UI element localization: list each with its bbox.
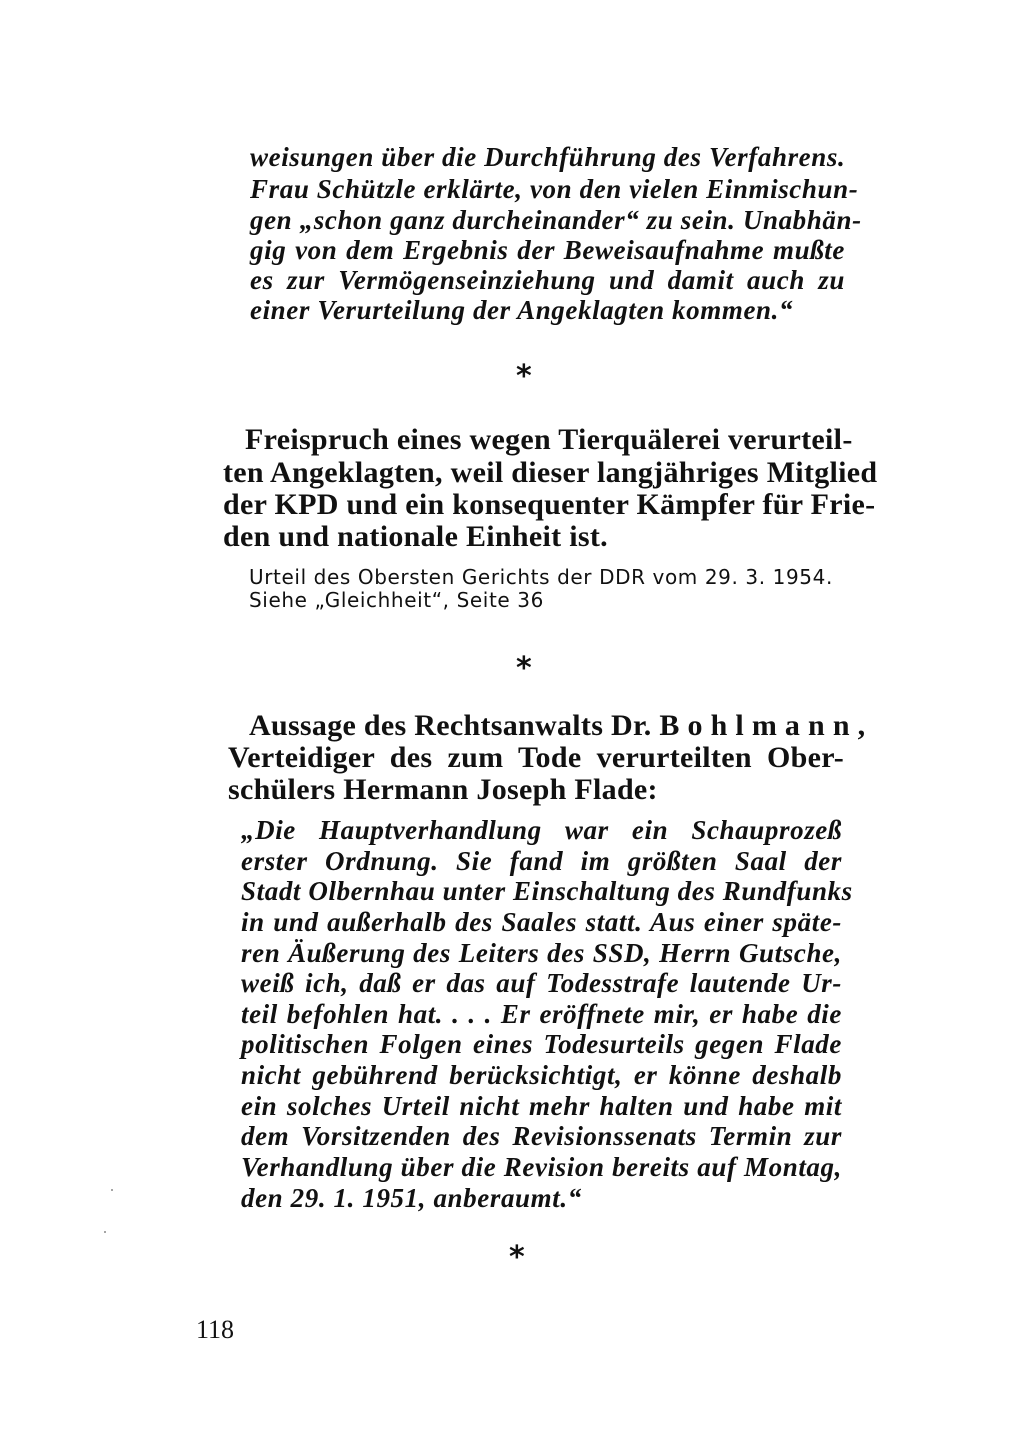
entry-2-source-line-1: Urteil des Obersten Gerichts der DDR vom 29. 3. 1954. bbox=[249, 565, 833, 589]
section-separator-1: * bbox=[516, 359, 532, 394]
entry-3-heading-line-3: schülers Hermann Joseph Flade: bbox=[228, 773, 658, 806]
scan-speck bbox=[104, 1231, 106, 1233]
entry-3-quote-line-13: den 29. 1. 1951, anberaumt.“ bbox=[241, 1183, 582, 1213]
entry-3-quote-line-9: nicht gebührend berücksichtigt, er könne deshalb bbox=[241, 1060, 842, 1090]
entry-3-heading-line-2: Verteidiger des zum Tode verurteilten Ober- bbox=[228, 741, 844, 774]
quote-1-line-4: gig von dem Ergebnis der Beweisaufnahme mußte bbox=[250, 235, 845, 265]
section-separator-2: * bbox=[516, 651, 532, 686]
entry-3-quote-line-7: teil befohlen hat. . . . Er eröffnete mir, er habe die bbox=[241, 999, 842, 1029]
quote-1-line-1: weisungen über die Durchführung des Verfahrens. bbox=[250, 142, 846, 172]
entry-3-quote-line-8: politischen Folgen eines Todesurteils gegen Flade bbox=[241, 1029, 842, 1059]
entry-3-quote-line-3: Stadt Olbernhau unter Einschaltung des Rundfunks bbox=[241, 876, 853, 906]
entry-3-quote-line-12: Verhandlung über die Revision bereits auf Montag, bbox=[241, 1152, 842, 1182]
entry-2-heading-line-4: den und nationale Einheit ist. bbox=[223, 520, 608, 553]
entry-3-quote-line-6: weiß ich, daß er das auf Todesstrafe lautende Ur- bbox=[241, 968, 842, 998]
entry-3-quote-line-2: erster Ordnung. Sie fand im größten Saal der bbox=[241, 846, 842, 876]
entry-2-heading-line-1: Freispruch eines wegen Tierquälerei verurteil- bbox=[245, 423, 853, 456]
entry-3-quote-line-5: ren Äußerung des Leiters des SSD, Herrn Gutsche, bbox=[241, 938, 842, 968]
entry-3-quote-line-4: in und außerhalb des Saales statt. Aus einer späte- bbox=[241, 907, 842, 937]
page-number: 118 bbox=[196, 1315, 235, 1344]
entry-3-quote-line-11: dem Vorsitzenden des Revisionssenats Termin zur bbox=[241, 1121, 842, 1151]
section-separator-3: * bbox=[509, 1240, 525, 1275]
entry-2-heading-line-3: der KPD und ein konsequenter Kämpfer für Frie- bbox=[223, 488, 876, 521]
entry-3-quote-line-10: ein solches Urteil nicht mehr halten und habe mit bbox=[241, 1091, 842, 1121]
entry-2-heading-line-2: ten Angeklagten, weil dieser langjähriges Mitglied bbox=[223, 456, 878, 489]
quote-1-line-5: es zur Vermögenseinziehung und damit auch zu bbox=[250, 265, 845, 295]
quote-1-line-6: einer Verurteilung der Angeklagten kommen.“ bbox=[250, 295, 794, 325]
scan-speck bbox=[111, 1189, 113, 1191]
entry-2-source-line-2: Siehe „Gleichheit“, Seite 36 bbox=[249, 588, 544, 612]
quote-1-line-2: Frau Schützle erklärte, von den vielen Einmischun- bbox=[250, 174, 859, 204]
entry-3-heading-line-1: Aussage des Rechtsanwalts Dr. B o h l m a n n , bbox=[249, 709, 866, 742]
entry-3-quote-line-1: „Die Hauptverhandlung war ein Schauprozeß bbox=[241, 815, 842, 845]
quote-1-line-3: gen „schon ganz durcheinander“ zu sein. Unabhän- bbox=[250, 205, 862, 235]
